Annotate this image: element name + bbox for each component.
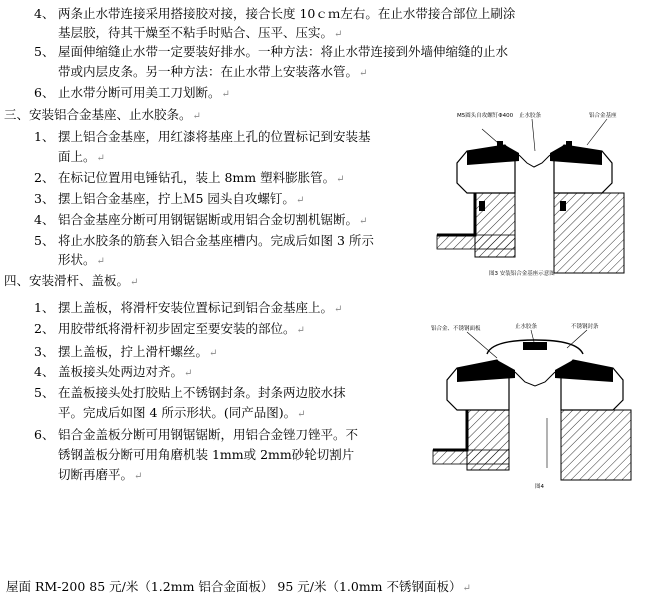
list-num: 5、 [34,233,55,248]
list-num: 1、 [34,300,55,315]
list-num: 2、 [34,170,55,185]
list-num: 5、 [34,385,55,400]
paragraph-mark-icon: ↵ [134,471,143,482]
paragraph-mark-icon: ↵ [296,325,305,336]
paragraph-line: 用胶带纸将滑杆初步固定至要安装的部位。↵ [58,321,305,336]
paragraph-mark-icon: ↵ [334,29,343,40]
paragraph-mark-icon: ↵ [359,68,368,79]
figure-label: 止水胶条 [515,324,538,330]
figure-label: 铝合金、不锈钢面板 [431,326,481,332]
price-line: 屋面 RM-200 85 元/米（1.2mm 铝合金面板） 95 元/米（1.0mm 不锈钢面板）↵ [6,579,471,594]
paragraph-line: 在盖板接头处打胶贴上不锈钢封条。封条两边胶水抹 [58,385,346,400]
figure-4-diagram [427,318,649,498]
figure-caption: 图3 安装铝合金基座示意图 [489,271,555,277]
paragraph-line: 屋面伸缩缝止水带一定要装好排水。一种方法：将止水带连接到外墙伸缩缝的止水 [58,44,509,59]
paragraph-mark-icon: ↵ [184,368,193,379]
paragraph-line: 形状。↵ [58,252,105,267]
section-heading: 四、安装滑杆、盖板。↵ [4,273,139,288]
paragraph-line: 面上。↵ [58,149,105,164]
list-num: 6、 [34,427,55,442]
paragraph-mark-icon: ↵ [209,348,218,359]
paragraph-mark-icon: ↵ [192,111,201,122]
figure-label: 不锈钢封条 [571,324,599,330]
list-num: 2、 [34,321,55,336]
paragraph-line: 在标记位置用电锤钻孔，装上 8mm 塑料膨胀管。↵ [58,170,345,185]
list-num: 6、 [34,85,55,100]
paragraph-line: 铝合金基座分断可用钢锯锯断或用铝合金切割机锯断。↵ [58,212,368,227]
paragraph-line: 带或内层皮条。另一种方法：在止水带上安装落水管。↵ [58,64,368,79]
list-num: 4、 [34,6,55,21]
paragraph-line: 摆上盖板，拧上滑杆螺丝。↵ [58,344,218,359]
paragraph-mark-icon: ↵ [336,174,345,185]
paragraph-mark-icon: ↵ [462,583,471,594]
list-num: 3、 [34,191,55,206]
paragraph-line: 切断再磨平。↵ [58,467,143,482]
section-heading: 三、安装铝合金基座、止水胶条。↵ [4,107,201,122]
list-num: 3、 [34,344,55,359]
paragraph-line: 将止水胶条的筋套入铝合金基座槽内。完成后如图 3 所示 [58,233,374,248]
paragraph-mark-icon: ↵ [295,195,305,206]
list-num: 4、 [34,212,55,227]
figure-3-diagram [427,105,649,277]
list-num: 5、 [34,44,55,59]
paragraph-line: 摆上盖板，将滑杆安装位置标记到铝合金基座上。↵ [58,300,343,315]
paragraph-mark-icon: ↵ [334,304,343,315]
paragraph-line: 两条止水带连接采用搭接胶对接，接合长度 10ｃｍ左右。在止水带接合部位上刷涂 [58,6,516,21]
figure-label: 铝合金基座 [589,113,617,119]
paragraph-line: 基层胶，待其干燥至不粘手时贴合、压平、压实。↵ [58,25,343,40]
list-num: 4、 [34,364,55,379]
paragraph-line: 铝合金盖板分断可用钢锯锯断，用铝合金锉刀锉平。不 [58,427,359,442]
figure-caption: 图4 [535,484,544,490]
paragraph-mark-icon: ↵ [297,409,306,420]
figure-label: M5圆头自攻螺钉Φ400 [457,113,514,119]
paragraph-mark-icon: ↵ [96,153,105,164]
paragraph-line: 止水带分断可用美工刀划断。↵ [58,85,230,100]
paragraph-mark-icon: ↵ [359,216,368,227]
paragraph-mark-icon: ↵ [130,277,139,288]
list-num: 1、 [34,129,55,144]
paragraph-mark-icon: ↵ [96,256,105,267]
paragraph-line: 锈钢盖板分断可用角磨机装 1mm或 2mm砂轮切割片 [58,447,355,462]
paragraph-line: 摆上铝合金基座，拧上Ｍ5 园头自攻螺钉。↵ [58,191,305,206]
figure-label: 止水胶条 [519,113,542,119]
paragraph-line: 盖板接头处两边对齐。↵ [58,364,193,379]
paragraph-line: 摆上铝合金基座，用红漆将基座上孔的位置标记到安装基 [58,129,371,144]
paragraph-mark-icon: ↵ [221,89,230,100]
paragraph-line: 平。完成后如图 4 所示形状。(同产品图)。↵ [58,405,306,420]
